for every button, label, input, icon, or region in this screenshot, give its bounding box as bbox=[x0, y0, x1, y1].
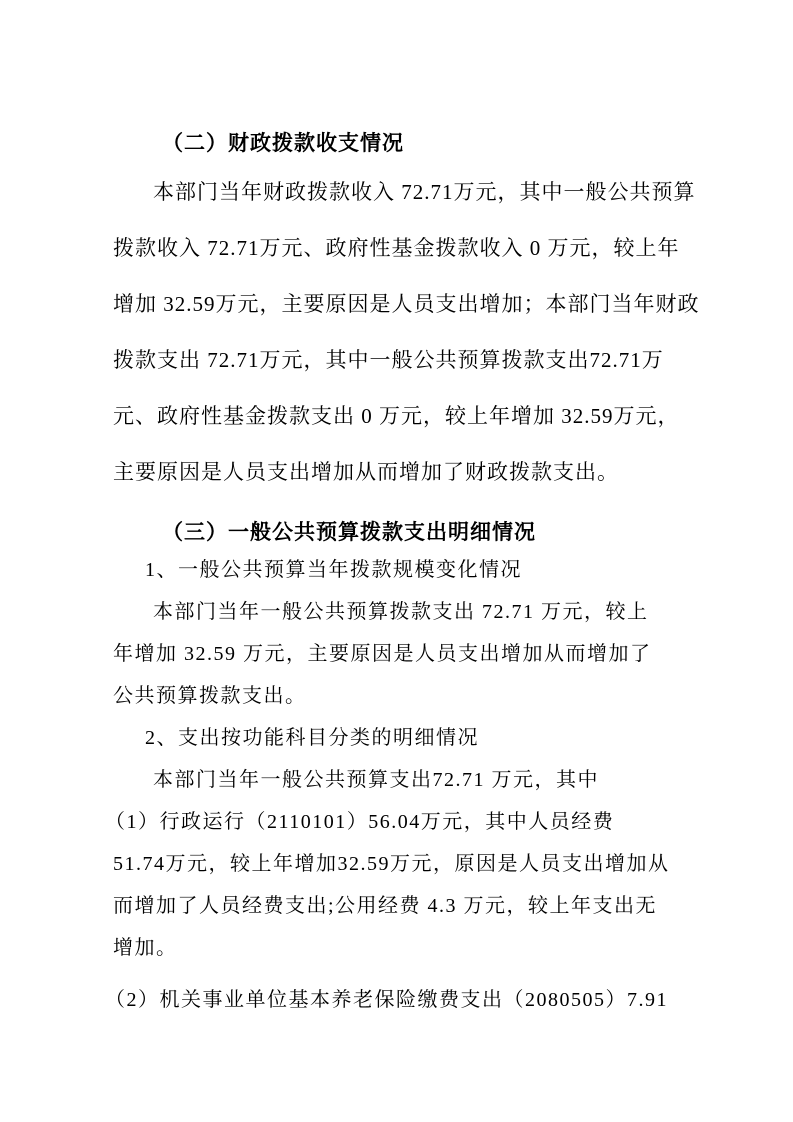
text-line: 主要原因是人员支出增加从而增加了财政拨款支出。 bbox=[113, 460, 619, 484]
section-2-heading: （二）财政拨款收支情况 bbox=[162, 132, 404, 155]
text-line: 拨款收入 72.71万元、政府性基金拨款收入 0 万元，较上年 bbox=[113, 236, 680, 260]
text-line: 1、一般公共预算当年拨款规模变化情况 bbox=[145, 559, 522, 581]
section-2-body bbox=[113, 164, 700, 500]
section-3-heading: （三）一般公共预算拨款支出明细情况 bbox=[162, 521, 536, 544]
text-line: 2、支出按功能科目分类的明细情况 bbox=[145, 727, 479, 749]
text-line: 拨款支出 72.71万元，其中一般公共预算拨款支出72.71万 bbox=[113, 348, 664, 372]
section-3-body bbox=[105, 549, 683, 1021]
text-line: 本部门当年一般公共预算支出72.71 万元，其中 bbox=[153, 769, 599, 791]
text-line: 51.74万元，较上年增加32.59万元，原因是人员支出增加从 bbox=[113, 853, 670, 875]
text-line: 元、政府性基金拨款支出 0 万元，较上年增加 32.59万元， bbox=[113, 404, 680, 428]
text-line: （2）机关事业单位基本养老保险缴费支出（2080505）7.91 bbox=[105, 989, 668, 1011]
text-line: 增加。 bbox=[113, 937, 178, 959]
text-line: 本部门当年一般公共预算拨款支出 72.71 万元，较上 bbox=[153, 601, 649, 623]
text-line: （1）行政运行（2110101）56.04万元，其中人员经费 bbox=[105, 811, 615, 833]
text-line: 本部门当年财政拨款收入 72.71万元，其中一般公共预算 bbox=[153, 180, 696, 204]
text-line: 而增加了人员经费支出;公用经费 4.3 万元，较上年支出无 bbox=[113, 895, 658, 917]
text-line: 年增加 32.59 万元，主要原因是人员支出增加从而增加了 bbox=[113, 643, 652, 665]
text-line: 增加 32.59万元，主要原因是人员支出增加；本部门当年财政 bbox=[113, 292, 700, 316]
text-line: 公共预算拨款支出。 bbox=[113, 685, 307, 707]
